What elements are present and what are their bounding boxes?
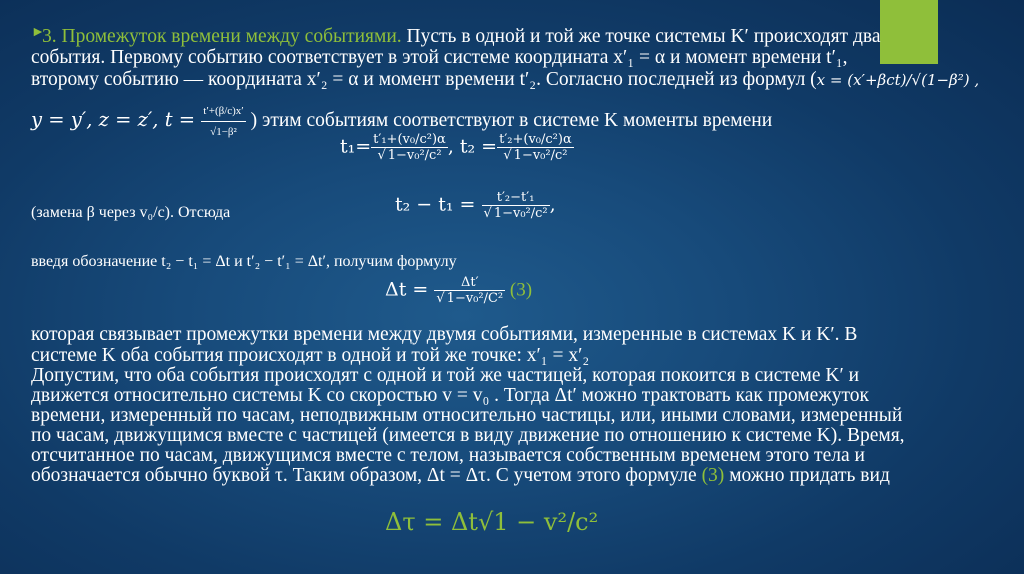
- equation-1-numerator-1: t′₁+(v₀/c²)α: [373, 132, 446, 147]
- notation-line: введя обозначение t₂ − t₁ = Δt и t′₂ − t′₁ = Δt′, получим формулу: [31, 253, 457, 270]
- equation-1-numerator-2: t′₂+(v₀/c²)α: [499, 132, 572, 147]
- accent-tab: [880, 0, 938, 64]
- paragraph-2-line-5: времени, измеренный по часам, неподвижным относительно частицы, или, иными словами, измеренный: [31, 405, 903, 426]
- paragraph-2-line-7: отсчитанное по часам, движущимся вместе с телом, называется собственным временем этого тела и: [31, 445, 865, 466]
- equation-1-denominator-1: 1−v₀²/c²: [387, 148, 442, 163]
- lorentz-x-formula: x = (x′+βct)/√(1−β²) ,: [816, 71, 980, 89]
- equation-2-comma: ,: [549, 193, 556, 216]
- paragraph-1-line-4-text: ) этим событиям соответствуют в системе K моменты времени: [245, 109, 773, 131]
- equation-3-left: Δt =: [385, 278, 429, 301]
- equation-2-fraction: $\frac{\text{t′₂−t′₁}}{\text{√ 1−v₀²/c²}}$: [483, 190, 548, 221]
- substitution-note: (замена β через v₀/c). Отсюда: [31, 204, 231, 221]
- paragraph-2-line-2: системе K оба события происходят в одной и той же точке: x′₁ = x′₂: [31, 345, 590, 366]
- equation-1-t2: , t₂ =: [447, 135, 498, 158]
- paragraph-2-line-8: [31, 466, 890, 486]
- equation-2-numerator: t′₂−t′₁: [496, 190, 535, 205]
- paragraph-2-line-8-end: можно придать вид: [724, 465, 890, 486]
- section-heading: 3. Промежуток времени между событиями.: [42, 26, 402, 47]
- equation-3-numerator: Δt′: [460, 275, 479, 290]
- paragraph-2-line-1: которая связывает промежутки времени между двумя событиями, измеренные в системах K и K′. В: [31, 324, 858, 345]
- lorentz-t-denominator: √1−β²: [201, 121, 245, 142]
- paragraph-1-line-1: [42, 27, 880, 47]
- paragraph-2-line-3: Допустим, что оба события происходят с одной и той же частицей, которая покоится в системе K′ и: [31, 365, 860, 386]
- equation-1-t1: t₁=: [340, 135, 372, 158]
- formula-reference: (3): [696, 465, 725, 486]
- equation-1-denominator-2: 1−v₀²/c²: [513, 148, 568, 163]
- lorentz-yz-t: y = y′, z = z′, t =: [31, 107, 202, 131]
- paragraph-1-line-3-text: второму событию — координата x′₂ = α и момент времени t′₂. Согласно последней из формул (: [31, 69, 817, 90]
- equation-1: [340, 132, 574, 163]
- lorentz-t-fraction: [201, 101, 245, 142]
- paragraph-1-line-1-text: Пусть в одной и той же точке системы K′ происходят два: [401, 26, 881, 47]
- paragraph-2-line-4: движется относительно системы K со скоростью v = v₀ . Тогда Δt′ можно трактовать как промежуток: [31, 385, 870, 406]
- equation-2: [395, 190, 556, 221]
- equation-1-fraction-1: $\frac{\text{t′₁+(v₀/c²)α}}{\text{√ 1−v₀²/c²}}$: [373, 132, 446, 163]
- lorentz-t-numerator: t′+(β/c)x′: [203, 105, 244, 117]
- equation-1-fraction-2: $\frac{\text{t′₂+(v₀/c²)α}}{\text{√ 1−v₀²/c²}}$: [499, 132, 572, 163]
- equation-4-proper-time: Δτ = Δt√1 − v²/c²: [385, 508, 599, 536]
- equation-2-left: t₂ − t₁ =: [395, 193, 476, 216]
- paragraph-2-line-8-text: обозначается обычно буквой τ. Таким образом, Δt = Δτ. С учетом этого формуле: [31, 465, 697, 486]
- paragraph-1-line-2: события. Первому событию соответствует в этой системе координата x′₁ = α и момент времени t′₁,: [31, 47, 848, 68]
- equation-2-denominator: 1−v₀²/c²: [493, 206, 548, 221]
- equation-3: [385, 275, 532, 306]
- equation-3-label: (3): [505, 279, 533, 301]
- bullet-arrow-icon: ►: [31, 25, 45, 40]
- equation-3-fraction: $\frac{\Delta t'}{\text{√ 1−v₀²/C²}}$: [436, 275, 504, 306]
- paragraph-2-line-6: по часам, движущимся вместе с частицей (имеется в виду движение по отношению к системе K). Время,: [31, 425, 905, 446]
- equation-3-denominator: 1−v₀²/C²: [446, 291, 504, 306]
- paragraph-1-line-3: [31, 70, 979, 90]
